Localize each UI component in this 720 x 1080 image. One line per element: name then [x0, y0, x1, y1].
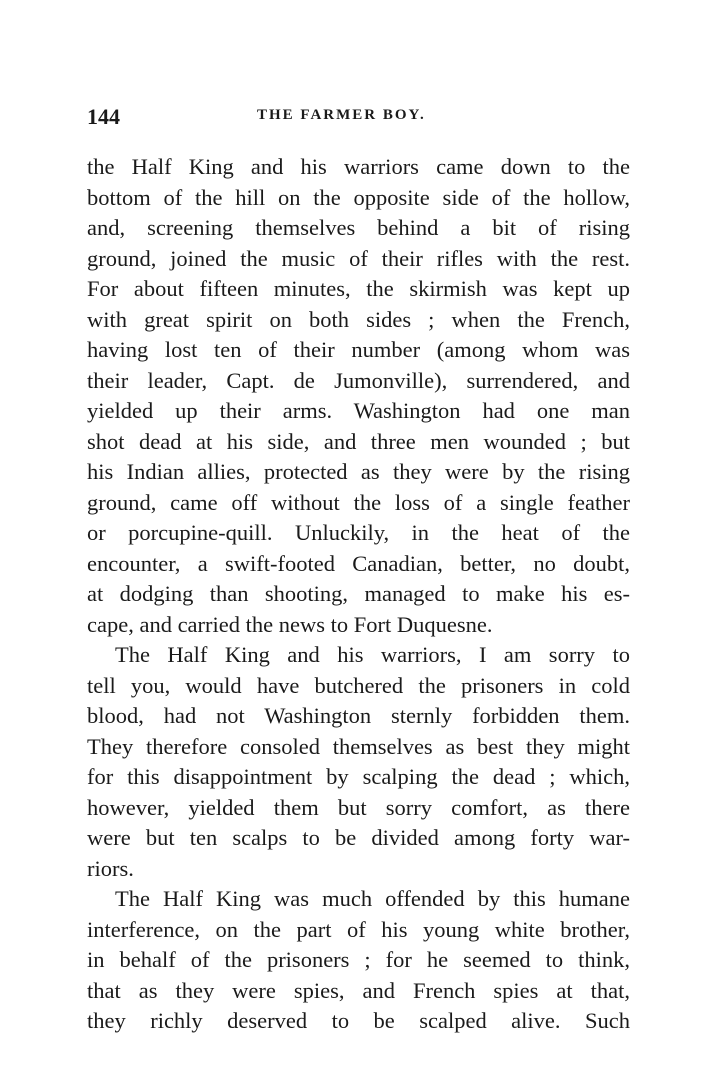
text-line: they richly deserved to be scalped alive. Such [87, 1008, 630, 1033]
paragraph [87, 640, 630, 884]
text-line: their leader, Capt. de Jumonville), surrendered, and [87, 367, 630, 393]
text-line: shot dead at his side, and three men wounded ; but [87, 428, 630, 454]
text-line: For about fifteen minutes, the skirmish was kept up [87, 276, 630, 301]
text-line: The Half King was much offended by this humane [115, 886, 630, 911]
text-line: or porcupine-quill. Unluckily, in the heat of the [87, 520, 630, 545]
text-line: however, yielded them but sorry comfort, as there [87, 794, 630, 820]
text-line: ground, came off without the loss of a single feather [87, 489, 630, 515]
running-title: THE FARMER BOY. [257, 107, 426, 123]
text-line: The Half King and his warriors, I am sorry to [115, 642, 630, 667]
text-line: in behalf of the prisoners ; for he seemed to think, [87, 947, 630, 972]
paragraph [87, 152, 630, 640]
text-line: interference, on the part of his young white brother, [87, 916, 630, 942]
text-line: at dodging than shooting, managed to make his es- [87, 581, 630, 606]
text-line: tell you, would have butchered the prisoners in cold [87, 672, 630, 698]
text-line: were but ten scalps to be divided among forty war- [87, 825, 630, 850]
text-line: the Half King and his warriors came down to the [87, 154, 630, 179]
page-header [87, 104, 630, 132]
text-line: ground, joined the music of their rifles with the rest. [87, 245, 630, 271]
text-line: cape, and carried the news to Fort Duquesne. [87, 611, 493, 637]
text-line: blood, had not Washington sternly forbidden them. [87, 703, 630, 728]
text-line: bottom of the hill on the opposite side of the hollow, [87, 184, 630, 210]
text-line: They therefore consoled themselves as best they might [87, 733, 630, 759]
text-line: yielded up their arms. Washington had one man [87, 398, 630, 423]
paragraph [87, 884, 630, 1037]
text-line: having lost ten of their number (among whom was [87, 337, 630, 362]
text-line: riors. [87, 855, 134, 881]
text-line: with great spirit on both sides ; when the French, [87, 306, 630, 332]
text-line: and, screening themselves behind a bit of rising [87, 215, 630, 240]
text-line: for this disappointment by scalping the dead ; which, [87, 764, 630, 789]
page-body [87, 152, 630, 1037]
page-number: 144 [87, 104, 120, 129]
text-line: his Indian allies, protected as they were by the rising [87, 459, 630, 484]
text-line: encounter, a swift-footed Canadian, better, no doubt, [87, 550, 630, 576]
text-line: that as they were spies, and French spies at that, [87, 977, 630, 1003]
